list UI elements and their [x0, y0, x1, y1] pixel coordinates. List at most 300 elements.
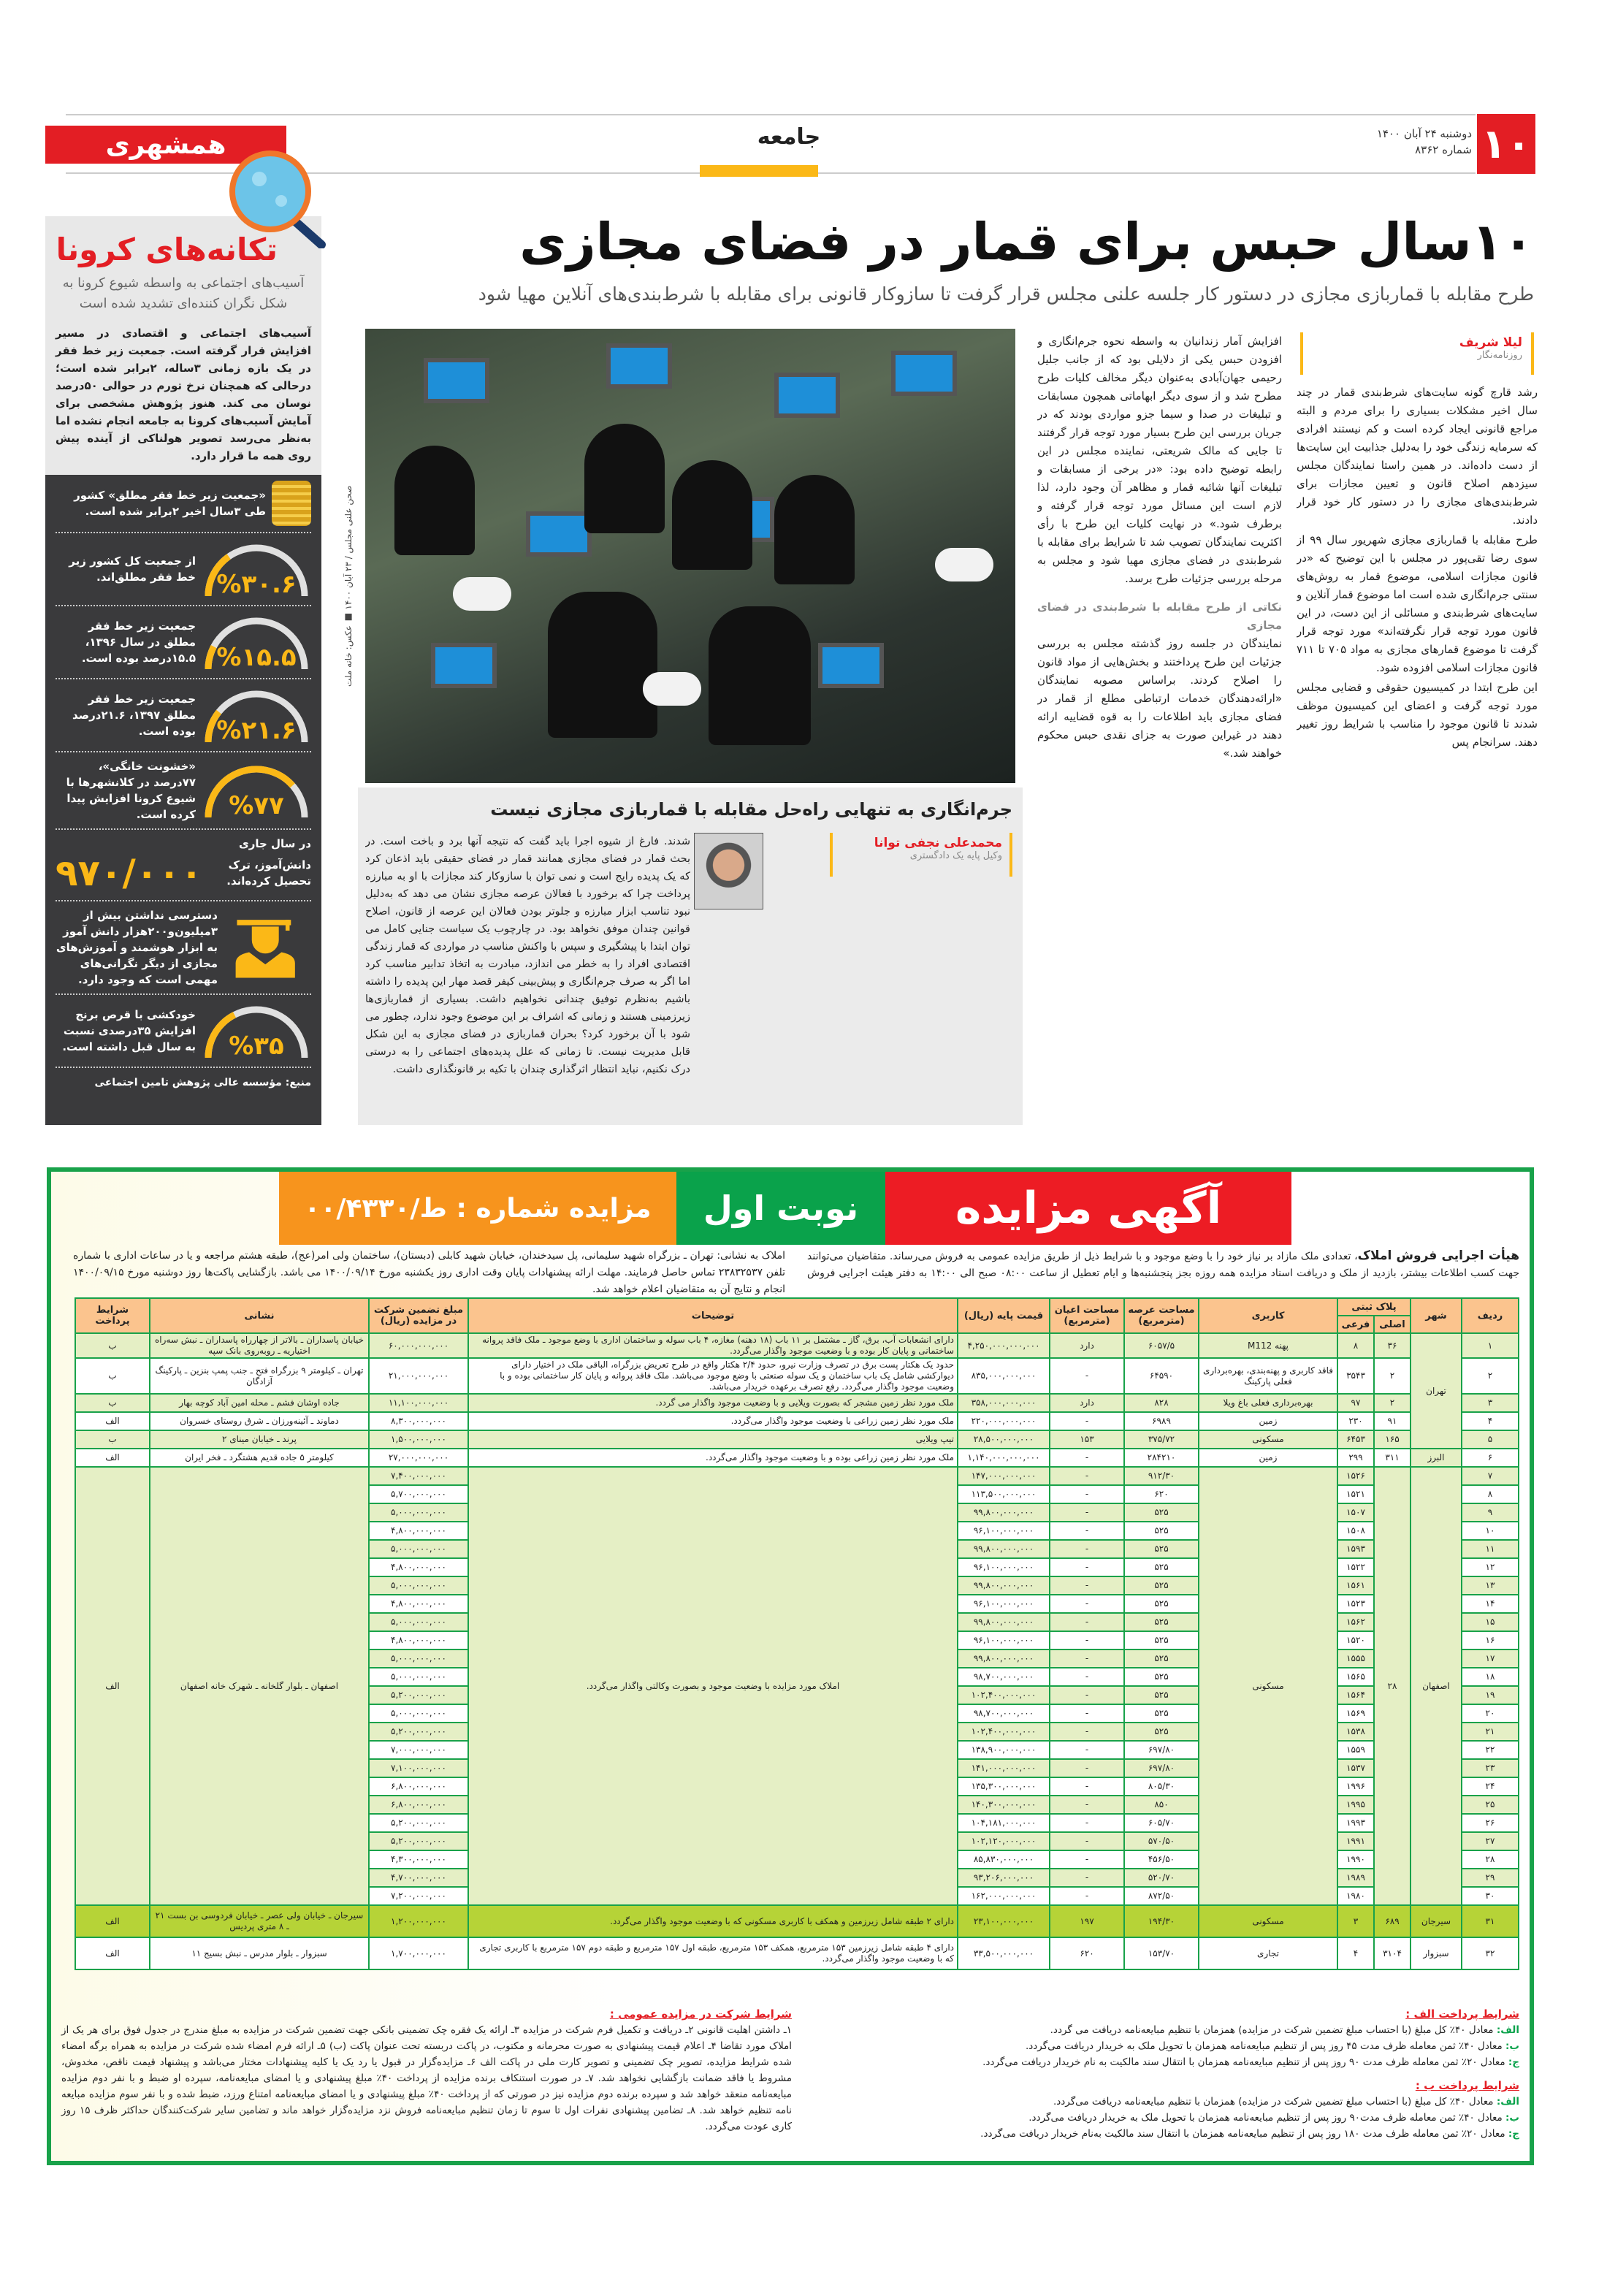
cell-no: ۲۸: [1462, 1850, 1519, 1869]
cell-ayan: -: [1050, 1887, 1124, 1905]
cell-terms: ب: [75, 1394, 150, 1412]
cell-guarantee: ۵,۰۰۰,۰۰۰,۰۰۰: [369, 1649, 468, 1668]
cell-no: ۲۳: [1462, 1759, 1519, 1777]
cell-arse: ۶۹۷/۸۰: [1124, 1741, 1199, 1759]
cell-price: ۳۳,۵۰۰,۰۰۰,۰۰۰: [958, 1937, 1050, 1969]
cell-price: ۱۶۲,۰۰۰,۰۰۰,۰۰۰: [958, 1887, 1050, 1905]
table-row: [75, 1449, 1519, 1467]
cell-no: ۲۴: [1462, 1777, 1519, 1796]
cell-city: تهران: [1411, 1333, 1462, 1449]
cell-arse: ۵۲۵: [1124, 1558, 1199, 1576]
dropout-row: [56, 852, 311, 894]
photo-caption: صحن علنی مجلس / ۲۳ آبان ۱۴۰۰ ■ عکس: خانه ملت: [343, 486, 354, 687]
cell-ayan: -: [1050, 1540, 1124, 1558]
cell-desc: املاک مورد مزایده با وضعیت موجود و بصورت وکالتی واگذار می‌گردد.: [468, 1467, 958, 1905]
cell-ayan: دارد: [1050, 1333, 1124, 1358]
table-row: [75, 1937, 1519, 1969]
cell-price: ۹۹,۸۰۰,۰۰۰,۰۰۰: [958, 1540, 1050, 1558]
stat-text: خودکشی با قرص برنج افزایش ۳۵درصدی نسبت به سال قبل داشته است.: [62, 1008, 196, 1053]
article-paragraph: افزایش آمار زندانیان به واسطه نحوه جرم‌انگاری و افزودن حبس یکی از دلایلی بود که از جانب جلیل رحیمی جهان‌آبادی به‌عنوان دیگر مخالف کلیات طرح مطرح شد و از سوی دیگر ابهاماتی همچون مسابقات و تبلیغات در صدا و سیما جزو مواردی بودند که در جریان بررسی این طرح بسیار مورد توجه قرار گرفتند تا جایی که مالک شریعتی، نماینده مجلس در این رابطه توضیح داده بود: «در برخی از مسابقات و تبلیغات آنها شائبه قمار و مظاهر آن وجود دارد، لذا لازم است این مسائل مورد توجه قرار گرفته و برطرف شود.» در نهایت کلیات این طرح با رأی اکثریت نمایندگان تصویب شد تا شرایط برای مقابله با شرط‌بندی در فضای مجازی مهیا شود و مجلس به مرحله بررسی جزئیات طرح برسد.: [1037, 335, 1282, 585]
gauge-chart: [202, 539, 311, 599]
cell-no: ۳۲: [1462, 1937, 1519, 1969]
cell-price: ۹۶,۱۰۰,۰۰۰,۰۰۰: [958, 1631, 1050, 1649]
cell-arse: ۵۲۵: [1124, 1704, 1199, 1723]
author-name: لیلا شریف: [1459, 335, 1522, 350]
corona-infographic: [45, 216, 321, 1125]
cell-arse: ۱۹۴/۳۰: [1124, 1905, 1199, 1937]
cell-ayan: -: [1050, 1668, 1124, 1686]
gauge-suicide: [56, 995, 311, 1068]
article-column-2: [1037, 332, 1282, 1125]
col-header-terms: شرایط پرداخت: [75, 1298, 150, 1333]
cell-price: ۱۰۲,۱۲۰,۰۰۰,۰۰۰: [958, 1832, 1050, 1850]
cell-ayan: -: [1050, 1467, 1124, 1485]
cell-ayan: -: [1050, 1649, 1124, 1668]
cell-asli: ۱۶۵: [1374, 1430, 1411, 1449]
cell-arse: ۵۷۰/۵۰: [1124, 1832, 1199, 1850]
cell-arse: ۸۰۵/۳۰: [1124, 1777, 1199, 1796]
cell-guarantee: ۶,۸۰۰,۰۰۰,۰۰۰: [369, 1796, 468, 1814]
table-row: [75, 1430, 1519, 1449]
gauge-list: [56, 533, 311, 830]
cell-no: ۹: [1462, 1503, 1519, 1522]
cell-address: پرند ـ خیابان مینای ۲: [150, 1430, 369, 1449]
cell-price: ۹۸,۷۰۰,۰۰۰,۰۰۰: [958, 1668, 1050, 1686]
col-header-arse: مساحت عرصه (مترمربع): [1124, 1298, 1199, 1333]
cell-guarantee: ۲۱,۰۰۰,۰۰۰,۰۰۰: [369, 1358, 468, 1394]
cell-ayan: -: [1050, 1869, 1124, 1887]
stat-text: جمعیت زیر خط فقر مطلق ۱۳۹۷، ۲۱.۶درصد بوده است.: [72, 693, 196, 738]
cell-no: ۱۴: [1462, 1595, 1519, 1613]
cell-price: ۸۳۵,۰۰۰,۰۰۰,۰۰۰: [958, 1358, 1050, 1394]
cell-arse: ۵۲۵: [1124, 1631, 1199, 1649]
cell-terms: الف: [75, 1412, 150, 1430]
cell-ayan: دارد: [1050, 1394, 1124, 1412]
infographic-title: تکانه‌های کرونا: [56, 232, 278, 267]
stat-prefix: در سال جاری: [238, 837, 311, 850]
col-header-usage: کاربری: [1199, 1298, 1337, 1333]
cell-fari: ۱۵۰۸: [1337, 1522, 1374, 1540]
cell-guarantee: ۵,۰۰۰,۰۰۰,۰۰۰: [369, 1576, 468, 1595]
cell-price: ۱۱۳,۵۰۰,۰۰۰,۰۰۰: [958, 1485, 1050, 1503]
coins-icon: [272, 481, 311, 526]
cell-guarantee: ۷,۲۰۰,۰۰۰,۰۰۰: [369, 1887, 468, 1905]
cell-arse: ۵۲۵: [1124, 1503, 1199, 1522]
table-row: [75, 1905, 1519, 1937]
subtitle: طرح مقابله با قماربازی مجازی در دستور کار جلسه علنی مجلس قرار گرفت تا سازوکار قانونی برای مقابله با شرط‌بندی‌های آنلاین مهیا شود: [478, 283, 1534, 305]
cell-fari: ۳: [1337, 1905, 1374, 1937]
col-header-ayan: مساحت اعیان (مترمربع): [1050, 1298, 1124, 1333]
table-row: [75, 1412, 1519, 1430]
cell-ayan: -: [1050, 1686, 1124, 1704]
auction-intro-text: ، تعدادی ملک مازاد بر نیاز خود را با وضع موجود و با شرایط ذیل از طریق مزایده عمومی به فروش می‌رساند. متقاضیان می‌توانند جهت کسب اطلاعات بیشتر، بازدید از ملک و دریافت اسناد مزایده همه روزه بجز پنجشنبه‌ها و ایام تعطیل از ساعت ۰۸:۰۰ صبح الی ۱۴:۰۰ به دفتر هیئت اجرایی فروش املاک به نشانی: تهران ـ بزرگراه شهید سلیمانی، پل سیدخندان، خیابان شهید کابلی (دبستان)، ساختمان ولی امر(عج)، طبقه هشتم مراجعه و یا در ساعات اداری با شماره تلفن ۲۳۸۳۲۵۳۷ تماس حاصل فرمایند. مهلت ارائه پیشنهادات پایان وقت اداری روز یکشنبه مورخ ۱۴۰۰/۰۹/۱۴ می باشد. بازگشایی پاکت‌ها روز دوشنبه مورخ ۱۴۰۰/۰۹/۱۵ انجام و نتایج آن به متقاضیان اعلام خواهد شد.: [73, 1250, 1519, 1295]
stat-gauge-item: [56, 752, 311, 830]
payment-b-title: شرایط پرداخت ب :: [1415, 2079, 1519, 2092]
cell-arse: ۸۲۸: [1124, 1394, 1199, 1412]
cell-price: ۹۹,۸۰۰,۰۰۰,۰۰۰: [958, 1649, 1050, 1668]
gauge-chart: [202, 1001, 311, 1061]
cell-guarantee: ۵,۰۰۰,۰۰۰,۰۰۰: [369, 1613, 468, 1631]
cell-fari: ۱۵۶۱: [1337, 1576, 1374, 1595]
cell-price: ۲۸,۵۰۰,۰۰۰,۰۰۰: [958, 1430, 1050, 1449]
cell-address: دماوند ـ آئینه‌ورزان ـ شرق روستای خسروان: [150, 1412, 369, 1430]
cell-desc: ملک مورد نظر زمین زراعی بوده و با وضعیت موجود واگذار می‌گردد.: [468, 1449, 958, 1467]
col-header-city: شهر: [1411, 1298, 1462, 1333]
cell-fari: ۱۵۳۷: [1337, 1759, 1374, 1777]
cell-ayan: -: [1050, 1358, 1124, 1394]
cell-ayan: -: [1050, 1631, 1124, 1649]
cell-ayan: -: [1050, 1850, 1124, 1869]
payment-a-title: شرایط پرداخت الف :: [1405, 2007, 1519, 2021]
cell-arse: ۵۲۵: [1124, 1576, 1199, 1595]
cell-arse: ۵۲۵: [1124, 1668, 1199, 1686]
cell-arse: ۵۲۵: [1124, 1649, 1199, 1668]
cell-no: ۱۱: [1462, 1540, 1519, 1558]
cell-ayan: -: [1050, 1777, 1124, 1796]
cell-desc: دارای ۲ طبقه شامل زیرزمین و همکف با کاربری مسکونی که با وضعیت موجود واگذار می‌گردد.: [468, 1905, 958, 1937]
cell-price: ۹۳,۲۰۶,۰۰۰,۰۰۰: [958, 1869, 1050, 1887]
cell-guarantee: ۶,۸۰۰,۰۰۰,۰۰۰: [369, 1777, 468, 1796]
cell-no: ۴: [1462, 1412, 1519, 1430]
cell-desc: دارای ۴ طبقه شامل زیرزمین ۱۵۳ مترمربع، همکف ۱۵۳ مترمربع، طبقه اول ۱۵۷ مترمربع و طبقه دوم ۱۵۷ مترمربع با کاربری تجاری که با وضعیت موجود واگذار می‌گردد.: [468, 1937, 958, 1969]
issue-info: [1373, 126, 1472, 158]
auction-number: مزایده شماره : ط/۰۰/۴۳۳۰: [279, 1172, 676, 1245]
cell-fari: ۱۹۹۵: [1337, 1796, 1374, 1814]
cell-arse: ۱۵۳/۷۰: [1124, 1937, 1199, 1969]
payment-term-key: الف:: [1496, 2096, 1519, 2108]
cell-asli: ۳۶: [1374, 1333, 1411, 1358]
cell-fari: ۱۹۹۶: [1337, 1777, 1374, 1796]
payment-b-list: [796, 2094, 1519, 2142]
cell-no: ۱۲: [1462, 1558, 1519, 1576]
cell-arse: ۶۰۵۷/۵: [1124, 1333, 1199, 1358]
cell-guarantee: ۴,۸۰۰,۰۰۰,۰۰۰: [369, 1558, 468, 1576]
cell-arse: ۵۲۵: [1124, 1613, 1199, 1631]
cell-desc: دارای انشعابات آب، برق، گاز ـ مشتمل بر ۱۱ باب (۱۸ دهنه) مغازه، ۴ باب سوله و ساختمان اداری با وضع موجود ـ ملک فاقد پروانه ساختمانی و پایان کار بوده و با وضعیت موجود واگذار می‌گردد.: [468, 1333, 958, 1358]
cell-no: ۶: [1462, 1449, 1519, 1467]
stat-text: دسترسی نداشتن بیش از ۳میلیون‌و۲۰۰هزار دانش آموز به ابزار هوشمند و آموزش‌های مجازی از دیگر نگرانی‌های مهمی است که وجود دارد.: [56, 909, 218, 986]
cell-arse: ۶۹۸۹: [1124, 1412, 1199, 1430]
col-header-no: ردیف: [1462, 1298, 1519, 1333]
cell-no: ۱۸: [1462, 1668, 1519, 1686]
col-header-address: نشانی: [150, 1298, 369, 1333]
cell-fari: ۱۵۵۹: [1337, 1741, 1374, 1759]
payment-term-key: ب:: [1505, 2040, 1519, 2052]
cell-city: البرز: [1411, 1449, 1462, 1467]
general-conditions-text: ۱ـ داشتن اهلیت قانونی ۲ـ دریافت و تکمیل فرم شرکت در مزایده ۳ـ ارائه یک فقره چک تضمینی بانکی جهت تضمین شرکت در مزایده به مبلغ مندرج در جدول فوق برای هر یک از املاک مورد تقاضا ۴ـ اعلام قیمت پیشنهادی به صورت محرمانه و مکتوب، در پاکت دربسته تحت عنوان پاکت (ب) ۵ـ ارائه فرم امضاء شده شرکت در مزایده به همراه برگه امضاء شده شرایط مزایده، تصویر چک تضمینی و تصویر کارت ملی در پاکت الف ۶ـ مزایده‌گزار در قبول یا رد یک یا کلیه پیشنهادات مختار می‌باشد و پیشنهاد قیمت ناقص، مخدوش، مشروط یا فاقد ضمانت بازگشایی نخواهد شد. ۷ـ در صورت استنکاف برنده مزایده از پرداخت ۴۰٪ مبلغ پیشنهادی و یا امضای مبایعه‌نامه، سپرده او ضبط و با نفر دوم مزایده مبایعه‌نامه منعقد خواهد شد و سپرده برنده دوم مزایده نیز در صورتی که از پرداخت ۴۰٪ مبلغ پیشنهادی و یا امضای مبایعه‌نامه امتناع ورزد، ضبط شده و با نفر سوم مزایده مبایعه نامه تنظیم خواهد شد. ۸ـ تضامین پیشنهادی نفرات اول تا سوم تا زمان تنظیم مبایعه‌نامه فروش نزد مزایده‌گزار خواهد ماند و تضامین سایر شرکت‌کنندگان حداکثر ظرف ۱۵ روز کاری عودت می‌گردد.: [61, 2024, 793, 2132]
payment-term-text: معادل ۴۰٪ ثمن معامله ظرف مدت۹۰ روز پس از تنظیم مبایعه‌نامه همزمان با تحویل ملک به خریدار دریافت می‌گردد.: [1028, 2112, 1506, 2124]
cell-ayan: -: [1050, 1613, 1124, 1631]
cell-no: ۲: [1462, 1358, 1519, 1394]
gauge-chart: [202, 760, 311, 820]
cell-fari: ۱۹۹۰: [1337, 1850, 1374, 1869]
graduate-icon: [224, 917, 311, 978]
cell-guarantee: ۷,۴۰۰,۰۰۰,۰۰۰: [369, 1467, 468, 1485]
payment-term: [796, 2022, 1519, 2038]
headline: ۱۰سال حبس برای قمار در فضای مجازی: [519, 212, 1534, 272]
cell-ayan: -: [1050, 1503, 1124, 1522]
gauge-chart: [202, 685, 311, 745]
cell-terms: الف: [75, 1905, 150, 1937]
cell-usage: پهنه M112: [1199, 1333, 1337, 1358]
cell-arse: ۳۷۵/۷۲: [1124, 1430, 1199, 1449]
cell-fari: ۹۷: [1337, 1394, 1374, 1412]
payment-term-key: ب:: [1505, 2112, 1519, 2124]
payment-term-key: ج:: [1508, 2056, 1519, 2068]
cell-guarantee: ۵,۲۰۰,۰۰۰,۰۰۰: [369, 1814, 468, 1832]
cell-fari: ۱۵۶۵: [1337, 1668, 1374, 1686]
cell-address: سبزوار ـ بلوار مدرس ـ نبش بسیج ۱۱: [150, 1937, 369, 1969]
cell-guarantee: ۱۱,۱۰۰,۰۰۰,۰۰۰: [369, 1394, 468, 1412]
cell-price: ۴,۲۵۰,۰۰۰,۰۰۰,۰۰۰: [958, 1333, 1050, 1358]
cell-fari: ۱۵۳۸: [1337, 1723, 1374, 1741]
cell-ayan: -: [1050, 1576, 1124, 1595]
stat-dropouts: [56, 830, 311, 901]
stat-gauge-item: [56, 533, 311, 606]
article-paragraph: نمایندگان در جلسه روز گذشته مجلس به بررسی جزئیات این طرح پرداختند و بخش‌هایی از مواد قانون را اصلاح کردند. براساس مصوبه نمایندگان «ارائه‌دهندگان خدمات ارتباطی مطلع از قمار در فضای مجازی باید اطلاعات را به قوه قضاییه ارائه دهند در غیراین صورت به جزای نقدی حبس محکوم خواهند شد.»: [1037, 637, 1282, 760]
cell-ayan: ۶۲۰: [1050, 1937, 1124, 1969]
cell-arse: ۹۱۲/۳۰: [1124, 1467, 1199, 1485]
interview-box: [358, 787, 1023, 1125]
cell-no: ۲۰: [1462, 1704, 1519, 1723]
stat-text: از جمعیت کل کشور زیر خط فقر مطلق‌اند.: [69, 554, 196, 584]
cell-arse: ۵۲۵: [1124, 1540, 1199, 1558]
cell-address: سیرجان ـ خیابان ولی عصر ـ خیابان فردوسی بن بست ۲۱ ـ ۸ متری پردیس: [150, 1905, 369, 1937]
cell-usage: فاقد کاربری و پهنه‌بندی، بهره‌برداری فعلی پارکینگ: [1199, 1358, 1337, 1394]
cell-guarantee: ۶۰,۰۰۰,۰۰۰,۰۰۰: [369, 1333, 468, 1358]
cell-guarantee: ۱,۵۰۰,۰۰۰,۰۰۰: [369, 1430, 468, 1449]
cell-ayan: -: [1050, 1558, 1124, 1576]
cell-fari: ۱۹۸۰: [1337, 1887, 1374, 1905]
cell-guarantee: ۴,۸۰۰,۰۰۰,۰۰۰: [369, 1522, 468, 1540]
stat-poverty-double: [56, 475, 311, 533]
cell-price: ۱۳۸,۹۰۰,۰۰۰,۰۰۰: [958, 1741, 1050, 1759]
cell-arse: ۸۵۰: [1124, 1796, 1199, 1814]
cell-ayan: ۱۵۳: [1050, 1430, 1124, 1449]
cell-address: جاده اوشان فشم ـ محله امین آباد کوچه بهار: [150, 1394, 369, 1412]
payment-term-text: معادل ۴۰٪ کل مبلغ (با احتساب مبلغ تضمین شرکت در مزایده) همزمان با تنظیم مبایعه‌نامه دریافت می‌گردد.: [1053, 2096, 1497, 2108]
cell-arse: ۵۲۵: [1124, 1723, 1199, 1741]
cell-ayan: -: [1050, 1759, 1124, 1777]
cell-fari: ۱۵۹۳: [1337, 1540, 1374, 1558]
cell-fari: ۱۹۹۱: [1337, 1832, 1374, 1850]
col-header-price: قیمت پایه (ریال): [958, 1298, 1050, 1333]
cell-asli: ۲: [1374, 1394, 1411, 1412]
cell-price: ۱۴۱,۰۰۰,۰۰۰,۰۰۰: [958, 1759, 1050, 1777]
table-row: [75, 1467, 1519, 1485]
cell-no: ۱۵: [1462, 1613, 1519, 1631]
cell-guarantee: ۵,۰۰۰,۰۰۰,۰۰۰: [369, 1668, 468, 1686]
cell-usage: زمین: [1199, 1412, 1337, 1430]
newspaper-logo: همشهری: [45, 126, 286, 164]
cell-fari: ۱۵۲۱: [1337, 1485, 1374, 1503]
auction-intro: [73, 1248, 1519, 1298]
cell-fari: ۱۹۸۹: [1337, 1869, 1374, 1887]
cell-guarantee: ۸,۳۰۰,۰۰۰,۰۰۰: [369, 1412, 468, 1430]
cell-guarantee: ۵,۲۰۰,۰۰۰,۰۰۰: [369, 1832, 468, 1850]
interview-byline: [830, 833, 1012, 877]
cell-ayan: -: [1050, 1522, 1124, 1540]
cell-fari: ۶۴۵۳: [1337, 1430, 1374, 1449]
cell-guarantee: ۵,۰۰۰,۰۰۰,۰۰۰: [369, 1503, 468, 1522]
interviewee-role: وکیل پایه یک دادگستری: [909, 850, 1002, 861]
cell-asli: ۳۱۰۴: [1374, 1937, 1411, 1969]
cell-guarantee: ۵,۲۰۰,۰۰۰,۰۰۰: [369, 1686, 468, 1704]
table-row: [75, 1394, 1519, 1412]
cell-price: ۹۶,۱۰۰,۰۰۰,۰۰۰: [958, 1558, 1050, 1576]
gauge-value: %۱۵.۵: [216, 643, 297, 672]
cell-usage: مسکونی: [1199, 1430, 1337, 1449]
cell-fari: ۴: [1337, 1937, 1374, 1969]
cell-no: ۷: [1462, 1467, 1519, 1485]
interviewee-photo: [694, 833, 763, 909]
cell-asli: ۶۸۹: [1374, 1905, 1411, 1937]
cell-guarantee: ۱,۷۰۰,۰۰۰,۰۰۰: [369, 1937, 468, 1969]
cell-arse: ۶۰۵/۷۰: [1124, 1814, 1199, 1832]
section-bar: [700, 165, 818, 177]
section-title: جامعه: [757, 124, 821, 150]
cell-price: ۳۵۸,۰۰۰,۰۰۰,۰۰۰: [958, 1394, 1050, 1412]
col-header-desc: توضیحات: [468, 1298, 958, 1333]
cell-fari: ۱۵۲۰: [1337, 1631, 1374, 1649]
cell-terms: الف: [75, 1467, 150, 1905]
cell-arse: ۵۲۵: [1124, 1595, 1199, 1613]
cell-price: ۱,۱۴۰,۰۰۰,۰۰۰,۰۰۰: [958, 1449, 1050, 1467]
cell-no: ۲۵: [1462, 1796, 1519, 1814]
payment-term-text: معادل ۴۰٪ کل مبلغ (با احتساب مبلغ تضمین شرکت در مزایده) همزمان با تنظیم مبایعه‌نامه دریافت می گردد.: [1050, 2024, 1497, 2036]
gauge-value: %۳۵: [229, 1031, 284, 1061]
cell-arse: ۵۲۵: [1124, 1686, 1199, 1704]
auction-round: نوبت اول: [676, 1172, 885, 1245]
cell-arse: ۵۲۰/۷۰: [1124, 1869, 1199, 1887]
article-subheading: نکاتی از طرح مقابله با شرط‌بندی در فضای مجازی: [1037, 600, 1282, 632]
cell-no: ۱۹: [1462, 1686, 1519, 1704]
stat-text: جمعیت زیر خط فقر مطلق در سال ۱۳۹۶، ۱۵.۵درصد بوده است.: [81, 619, 196, 665]
cell-arse: ۶۴۵۹۰: [1124, 1358, 1199, 1394]
cell-price: ۹۸,۷۰۰,۰۰۰,۰۰۰: [958, 1704, 1050, 1723]
magnifier-icon: [219, 146, 329, 248]
cell-fari: ۲۹۹: [1337, 1449, 1374, 1467]
payment-term: [796, 2126, 1519, 2142]
payment-term-text: معادل ۴۰٪ ثمن معامله ظرف مدت ۴۵ روز پس از تنظیم مبایعه‌نامه همزمان با تحویل ملک به خریدار دریافت می‌گردد.: [1025, 2040, 1506, 2052]
cell-ayan: -: [1050, 1796, 1124, 1814]
general-conditions-title: شرایط شرکت در مزایده عمومی :: [609, 2007, 792, 2021]
interview-text: شدند. فارغ از شیوه اجرا باید گفت که نتیجه آنها برد و باخت است. در بحث قمار در فضای مجازی همانند قمار در فضای حقیقی باید اذعان کرد که یک پدیده رایج است و نمی توان با سازوکار کند مجازات با او به مبارزه پرداخت چرا که برخورد با فعالان عرصه مجازی نشان می دهد که به‌دلیل نبود تناسب ابزار مبارزه و جلوتر بودن فعالان این عرصه از قانون، اصلاح قوانین چندان موفق نخواهد بود. در چارچوب یک سیاست جنایی کامل می توان ابتدا با پیشگیری و سپس با واکنش مناسب در مواردی که قمار زندگی اقتصادی افراد را به خطر می اندازد، مبادرت به اتخاذ تدابیر مناسب کرد اما اگر به صرف جرم‌انگاری و پیش‌بینی کیفر قصد مهار این پدیده را داشته باشیم به‌نظرم توفیق چندانی نخواهیم داشت. بسیاری از قماربازی‌ها زیرزمینی هستند و زمانی که اشراف بر این موضوع وجود ندارد، چطور می شود با آن برخورد کرد؟ بحران قماربازی در فضای مجازی به این شکل قابل مدیریت نیست. تا زمانی که علل پدیده‌های اجتماعی را به درستی درک نکنیم، نباید انتظار اثرگذاری چندان با تکیه بر قانونگذاری داشت.: [365, 836, 690, 1075]
cell-no: ۲۶: [1462, 1814, 1519, 1832]
cell-city: سبزوار: [1411, 1937, 1462, 1969]
article-paragraph: این طرح ابتدا در کمیسیون حقوقی و قضایی مجلس مورد توجه گرفت و اعضای این کمیسیون موظف شدند تا قانون موجود را مناسب با شرایط روز تغییر دهند. سرانجام پس: [1297, 681, 1538, 749]
payment-term-text: معادل ۲۰٪ ثمن معامله ظرف مدت ۹۰ روز پس از تنظیم مبایعه‌نامه همزمان با انتقال سند مالکیت به نام خریدار دریافت می‌گردد.: [982, 2056, 1508, 2068]
cell-price: ۹۹,۸۰۰,۰۰۰,۰۰۰: [958, 1503, 1050, 1522]
cell-asli: ۳۱۱: [1374, 1449, 1411, 1467]
payment-term: [796, 2038, 1519, 2054]
cell-ayan: ۱۹۷: [1050, 1905, 1124, 1937]
payment-a-list: [796, 2022, 1519, 2070]
cell-ayan: -: [1050, 1723, 1124, 1741]
cell-ayan: -: [1050, 1832, 1124, 1850]
col-header-fari: فرعی: [1337, 1316, 1374, 1333]
stat-text: دانش‌آموز، ترک تحصیل کرده‌اند.: [226, 858, 311, 888]
cell-guarantee: ۱,۲۰۰,۰۰۰,۰۰۰: [369, 1905, 468, 1937]
cell-ayan: -: [1050, 1814, 1124, 1832]
cell-asli: ۲۸: [1374, 1467, 1411, 1905]
cell-guarantee: ۲۷,۰۰۰,۰۰۰,۰۰۰: [369, 1449, 468, 1467]
cell-guarantee: ۵,۰۰۰,۰۰۰,۰۰۰: [369, 1704, 468, 1723]
cell-fari: ۱۵۰۷: [1337, 1503, 1374, 1522]
cell-city: سیرجان: [1411, 1905, 1462, 1937]
gauge-value: %۲۱.۶: [216, 716, 297, 745]
gauge-value: %۳۰.۶: [216, 570, 297, 599]
top-rule: [66, 114, 1476, 115]
cell-desc: حدود یک هکتار پست برق در تصرف وزارت نیرو، حدود ۲/۴ هکتار واقع در طرح تعریض بزرگراه، الباقی ملک در اختیار دارای دیوارکشی شامل یک باب ساختمان و یک سوله صنعتی با وضع موجود می‌باشد. ملک فاقد پروانه و پایان کار ساختمانی بوده و با وضعیت موجود واگذار می‌گردد. رفع تصرف برعهده خریدار می‌باشد.: [468, 1358, 958, 1394]
stats-panel: [45, 475, 321, 1125]
cell-guarantee: ۴,۳۰۰,۰۰۰,۰۰۰: [369, 1850, 468, 1869]
cell-no: ۱۰: [1462, 1522, 1519, 1540]
cell-no: ۳: [1462, 1394, 1519, 1412]
cell-arse: ۸۷۲/۵۰: [1124, 1887, 1199, 1905]
cell-fari: ۱۹۹۳: [1337, 1814, 1374, 1832]
cell-price: ۲۳,۱۰۰,۰۰۰,۰۰۰: [958, 1905, 1050, 1937]
cell-price: ۱۴۷,۰۰۰,۰۰۰,۰۰۰: [958, 1467, 1050, 1485]
cell-terms: ب: [75, 1358, 150, 1394]
cell-price: ۹۹,۸۰۰,۰۰۰,۰۰۰: [958, 1613, 1050, 1631]
auction-table-body: [75, 1333, 1519, 1969]
cell-ayan: -: [1050, 1449, 1124, 1467]
dropout-number: ۹۷۰/۰۰۰: [56, 852, 203, 894]
cell-price: ۱۴۰,۳۰۰,۰۰۰,۰۰۰: [958, 1796, 1050, 1814]
cell-usage: مسکونی: [1199, 1905, 1337, 1937]
stat-gauge-item: [56, 995, 311, 1068]
auction-title: آگهی مزایده: [885, 1172, 1291, 1245]
cell-ayan: -: [1050, 1595, 1124, 1613]
author-byline: [1300, 332, 1534, 375]
payment-term-key: الف:: [1496, 2024, 1519, 2036]
cell-ayan: -: [1050, 1704, 1124, 1723]
cell-price: ۲۲۰,۰۰۰,۰۰۰,۰۰۰: [958, 1412, 1050, 1430]
cell-guarantee: ۴,۸۰۰,۰۰۰,۰۰۰: [369, 1595, 468, 1613]
cell-fari: ۱۵۲۳: [1337, 1595, 1374, 1613]
cell-price: ۱۰۲,۴۰۰,۰۰۰,۰۰۰: [958, 1723, 1050, 1741]
cell-asli: ۲: [1374, 1358, 1411, 1394]
cell-fari: ۱۵۵۵: [1337, 1649, 1374, 1668]
cell-guarantee: ۵,۷۰۰,۰۰۰,۰۰۰: [369, 1485, 468, 1503]
cell-no: ۱۷: [1462, 1649, 1519, 1668]
cell-terms: ب: [75, 1333, 150, 1358]
cell-price: ۹۶,۱۰۰,۰۰۰,۰۰۰: [958, 1522, 1050, 1540]
payment-term: [796, 2094, 1519, 2110]
auction-ad: [47, 1167, 1534, 2165]
gauge-value: %۷۷: [229, 791, 284, 820]
cell-fari: ۱۵۶۲: [1337, 1613, 1374, 1631]
stat-text: «خشونت خانگی»، ۷۷درصد در کلانشهرها با شیوع کرونا افزایش پیدا کرده است.: [66, 760, 196, 821]
cell-city: اصفهان: [1411, 1467, 1462, 1905]
author-role: روزنامه‌نگار: [1477, 350, 1522, 361]
cell-arse: ۴۵۶/۵۰: [1124, 1850, 1199, 1869]
cell-fari: ۱۵۲۶: [1337, 1467, 1374, 1485]
cell-terms: الف: [75, 1449, 150, 1467]
col-header-plate: پلاک ثبتی: [1337, 1298, 1411, 1316]
cell-guarantee: ۵,۲۰۰,۰۰۰,۰۰۰: [369, 1723, 468, 1741]
cell-price: ۱۰۴,۱۸۱,۰۰۰,۰۰۰: [958, 1814, 1050, 1832]
cell-fari: ۱۵۶۹: [1337, 1704, 1374, 1723]
cell-arse: ۶۹۷/۸۰: [1124, 1759, 1199, 1777]
table-row: [75, 1358, 1519, 1394]
payment-term: [796, 2110, 1519, 2126]
cell-address: تهران ـ کیلومتر ۹ بزرگراه فتح ـ جنب پمپ بنزین ـ پارکینگ آزادگان: [150, 1358, 369, 1394]
cell-address: اصفهان ـ بلوار گلخانه ـ شهرک خانه اصفهان: [150, 1467, 369, 1905]
cell-asli: ۹۱: [1374, 1412, 1411, 1430]
cell-guarantee: ۴,۸۰۰,۰۰۰,۰۰۰: [369, 1631, 468, 1649]
